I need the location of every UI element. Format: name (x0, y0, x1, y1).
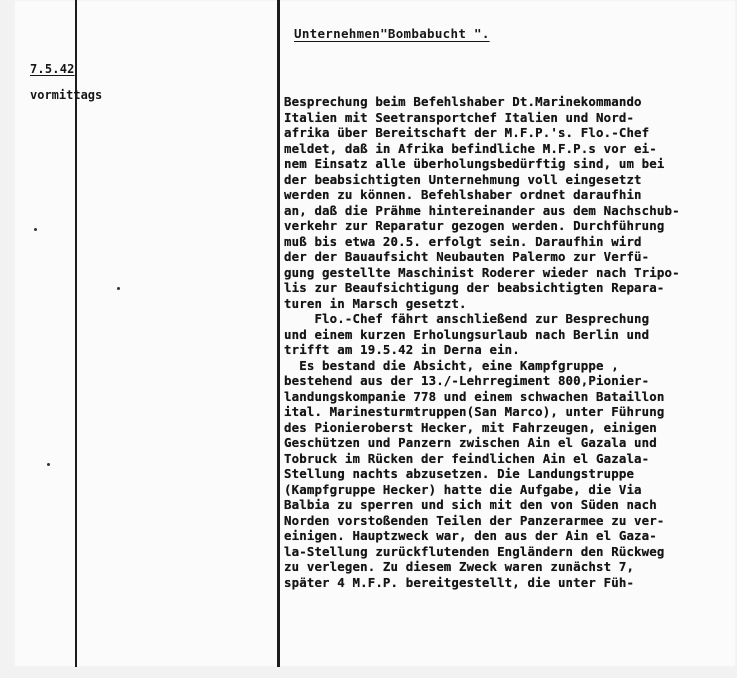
body-line: turen in Marsch gesetzt. (284, 295, 467, 311)
document-title: Unternehmen"Bombabucht ". (294, 26, 490, 41)
document-body (284, 94, 736, 590)
body-line: trifft am 19.5.42 in Derna ein. (284, 342, 520, 357)
body-line: ital. Marinesturmtruppen(San Marco), unter Führung (284, 404, 665, 419)
ink-speck (117, 287, 120, 290)
body-line: Balbia zu sperren und sich mit den von Süden nach (284, 497, 657, 512)
body-line: und einem kurzen Erholungsurlaub nach Berlin und (284, 326, 650, 342)
body-line: einigen. Hauptzweck war, den aus der Ain el Gaza- (284, 528, 657, 543)
margin-time-of-day: vormittags (30, 88, 103, 102)
right-margin-rule (277, 0, 280, 667)
body-line: landungskompanie 778 und einem schwachen Bataillon (284, 388, 665, 404)
body-line: meldet, daß in Afrika befindliche M.F.P.s vor ei- (284, 140, 657, 156)
body-line: Stellung nachts abzusetzen. Die Landungstruppe (284, 466, 635, 481)
body-line: der der Bauaufsicht Neubauten Palermo zur Verfü- (284, 249, 650, 264)
body-line: Besprechung beim Befehlshaber Dt.Marinekommando (284, 94, 642, 109)
body-line: an, daß die Prähme hintereinander aus dem Nachschub- (284, 202, 680, 218)
body-line: (Kampfgruppe Hecker) hatte die Aufgabe, die Via (284, 481, 642, 497)
body-line: la-Stellung zurückflutenden Engländern den Rückweg (284, 543, 665, 559)
ink-speck (47, 463, 50, 466)
ink-speck (34, 228, 37, 231)
margin-date: 7.5.42 (30, 62, 75, 76)
body-line: Es bestand die Absicht, eine Kampfgruppe , (284, 357, 619, 373)
body-line: später 4 M.F.P. bereitgestellt, die unter Füh- (284, 574, 635, 590)
body-line: afrika über Bereitschaft der M.F.P.'s. Flo.-Chef (284, 125, 650, 140)
body-line: werden zu können. Befehlshaber ordnet daraufhin (284, 187, 642, 202)
body-line: der beabsichtigten Unternehmung voll eingesetzt (284, 171, 642, 187)
body-line: gung gestellte Maschinist Roderer wieder nach Tripo- (284, 264, 680, 280)
body-line: des Pionieroberst Hecker, mit Fahrzeugen, einigen (284, 419, 657, 435)
body-line: Italien mit Seetransportchef Italien und Nord- (284, 109, 635, 125)
body-line: Flo.-Chef fährt anschließend zur Besprechung (284, 311, 650, 326)
document-page (14, 0, 736, 667)
body-line: Geschützen und Panzern zwischen Ain el Gazala und (284, 435, 657, 450)
body-line: nem Einsatz alle überholungsbedürftig sind, um bei (284, 156, 665, 171)
body-line: zu verlegen. Zu diesem Zweck waren zunächst 7, (284, 559, 635, 574)
body-line: muß bis etwa 20.5. erfolgt sein. Daraufhin wird (284, 233, 642, 249)
body-line: Tobruck im Rücken der feindlichen Ain el Gazala- (284, 450, 650, 466)
body-line: Norden vorstoßenden Teilen der Panzerarmee zu ver- (284, 512, 665, 528)
body-line: verkehr zur Reparatur gezogen werden. Durchführung (284, 218, 665, 233)
body-line: bestehend aus der 13./-Lehrregiment 800,Pionier- (284, 373, 650, 388)
body-line: lis zur Beaufsichtigung der beabsichtigten Repara- (284, 280, 665, 295)
